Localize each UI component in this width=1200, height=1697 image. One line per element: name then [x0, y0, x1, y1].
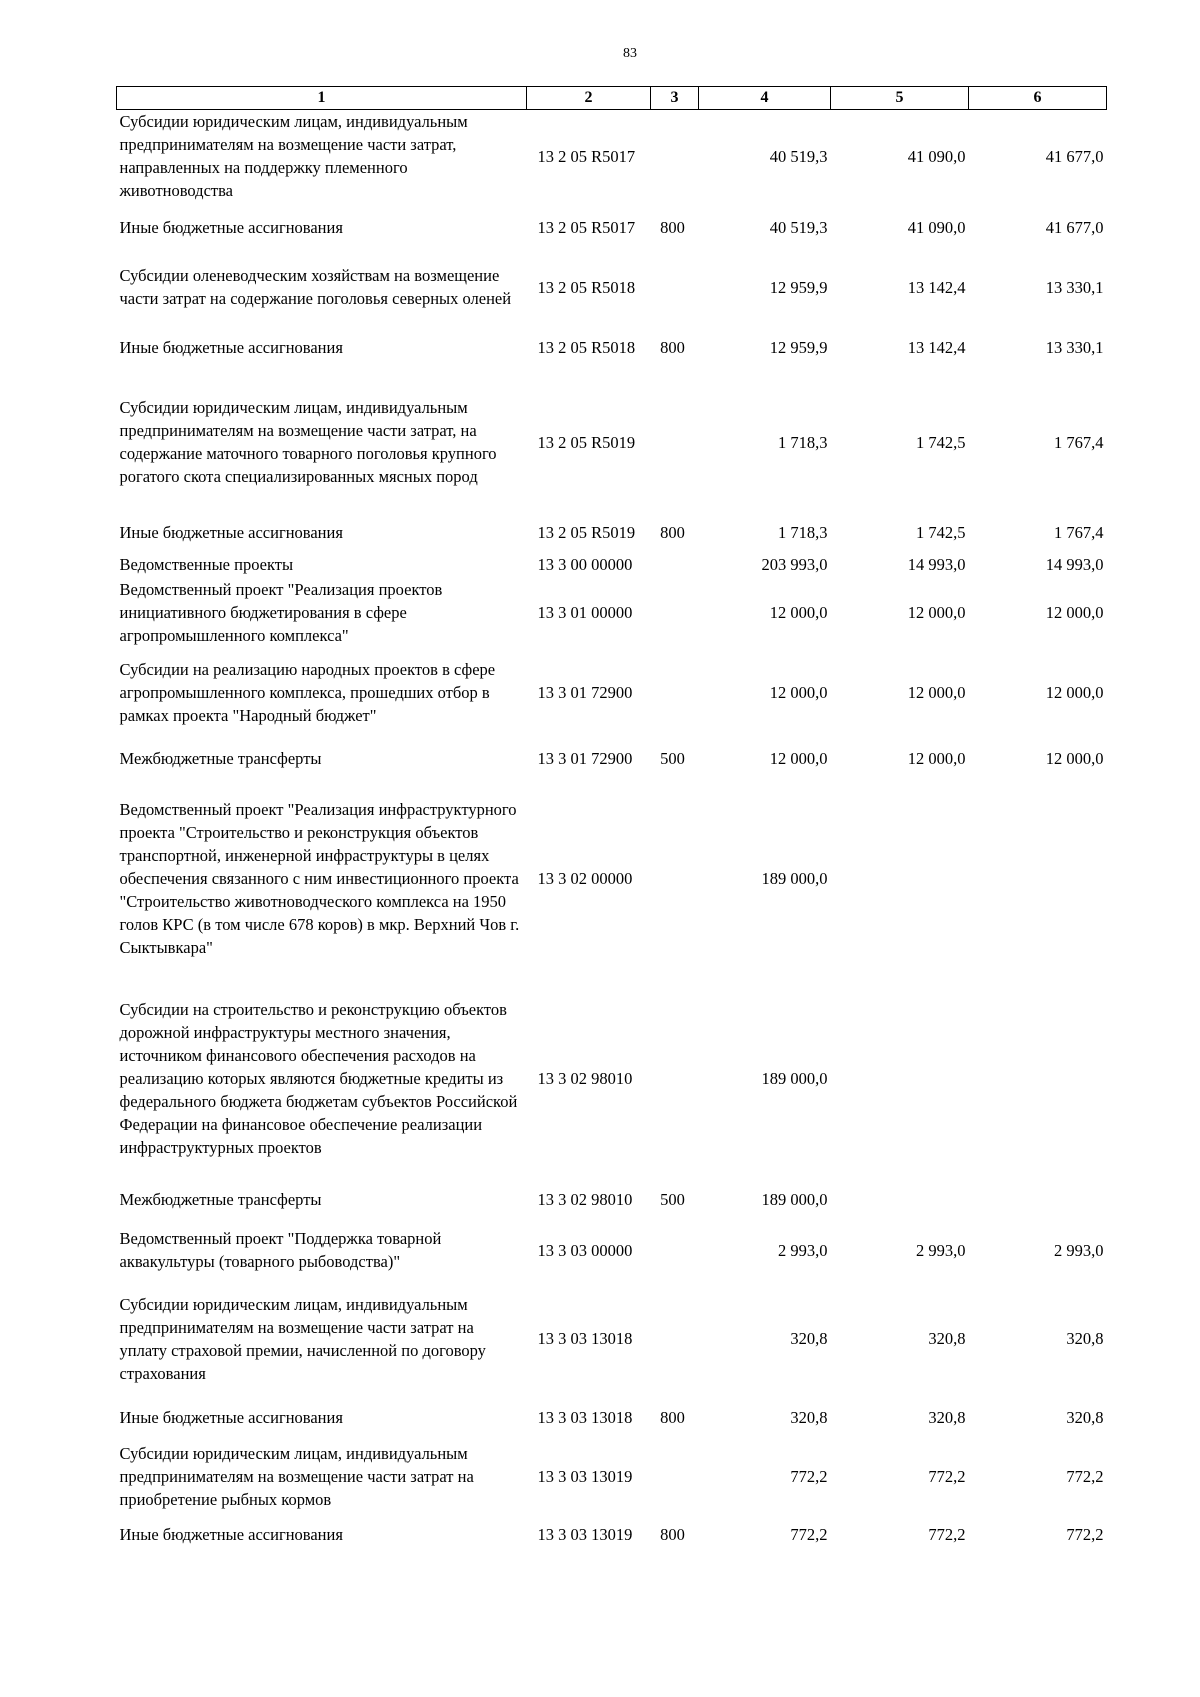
row-code: 13 3 00 00000 [537, 555, 633, 574]
column-header-5: 5 [831, 87, 969, 110]
row-value-col6: 14 993,0 [1045, 555, 1104, 574]
row-value-col5: 12 000,0 [907, 602, 966, 622]
row-value-col4: 12 000,0 [769, 748, 828, 768]
row-value-col6: 1 767,4 [1054, 522, 1104, 542]
row-expense-type: 800 [660, 337, 685, 357]
row-expense-type [651, 1219, 699, 1281]
column-header-4: 4 [699, 87, 831, 110]
row-code: 13 3 02 98010 [537, 1189, 633, 1209]
row-value-col4: 772,2 [790, 1466, 828, 1486]
table-row [117, 512, 1107, 552]
row-value-col4: 1 718,3 [778, 522, 828, 542]
row-value-col6: 13 330,1 [1045, 277, 1104, 297]
row-value-col5: 12 000,0 [907, 682, 966, 702]
row-name: Иные бюджетные ассигнования [119, 1407, 343, 1427]
row-value-col5: 41 090,0 [907, 217, 966, 237]
row-value-col5: 14 993,0 [907, 555, 966, 574]
table-row [117, 110, 1107, 203]
row-value-col6: 2 993,0 [1054, 1240, 1104, 1260]
row-value-col5: 320,8 [928, 1407, 966, 1427]
row-value-col6: 12 000,0 [1045, 682, 1104, 702]
row-value-col4: 772,2 [790, 1524, 828, 1544]
row-value-col5: 1 742,5 [916, 432, 966, 452]
row-value-col4: 40 519,3 [769, 146, 828, 166]
row-expense-type: 800 [660, 1524, 685, 1544]
row-expense-type: 800 [660, 1407, 685, 1427]
row-value-col5: 772,2 [928, 1466, 966, 1486]
row-expense-type [651, 779, 699, 977]
row-code: 13 2 05 R5018 [537, 337, 636, 357]
table-row [117, 372, 1107, 512]
row-name: Иные бюджетные ассигнования [119, 522, 343, 542]
row-value-col4: 320,8 [790, 1329, 828, 1348]
row-name: Субсидии на строительство и реконструкцию объектов дорожной инфраструктуры местного значения, источником финансового обеспечения расходов на реализацию которых являются бюджетные кредиты из федерального бюджета бюджетам субъектов Российской Федерации на финансовое обеспечение реализации инфраструктурных проектов [119, 999, 518, 1157]
row-code: 13 3 03 13019 [537, 1524, 633, 1544]
row-value-col4: 40 519,3 [769, 217, 828, 237]
row-expense-type [651, 110, 699, 203]
row-value-col5: 320,8 [928, 1329, 966, 1348]
row-expense-type [651, 372, 699, 512]
row-code: 13 3 01 72900 [537, 682, 633, 702]
row-name: Субсидии юридическим лицам, индивидуальным предпринимателям на возмещение части затрат, направленных на поддержку племенного животноводства [119, 112, 468, 200]
row-value-col5 [831, 977, 969, 1179]
row-name: Иные бюджетные ассигнования [119, 1524, 343, 1544]
table-row [117, 779, 1107, 977]
row-expense-type [651, 647, 699, 737]
row-name: Субсидии юридическим лицам, индивидуальным предпринимателям на возмещение части затрат на уплату страховой премии, начисленной по договору страхования [119, 1294, 486, 1383]
row-value-col4: 12 959,9 [769, 337, 828, 357]
table-row [117, 1438, 1107, 1514]
row-value-col6: 772,2 [1066, 1466, 1104, 1486]
row-expense-type [651, 252, 699, 322]
row-value-col6 [969, 977, 1107, 1179]
row-value-col6 [969, 1179, 1107, 1219]
row-code: 13 3 01 72900 [537, 748, 633, 768]
column-header-6: 6 [969, 87, 1107, 110]
row-name: Субсидии на реализацию народных проектов в сфере агропромышленного комплекса, прошедших отбор в рамках проекта "Народный бюджет" [119, 659, 496, 725]
table-row [117, 552, 1107, 577]
row-expense-type: 800 [660, 522, 685, 542]
table-header-row [117, 87, 1107, 110]
table-row [117, 577, 1107, 647]
row-expense-type: 500 [660, 1189, 685, 1209]
row-value-col6 [969, 779, 1107, 977]
row-value-col6: 1 767,4 [1054, 432, 1104, 452]
row-name: Иные бюджетные ассигнования [119, 337, 343, 357]
row-value-col5 [831, 779, 969, 977]
row-value-col5: 772,2 [928, 1524, 966, 1544]
row-name: Ведомственный проект "Реализация проектов инициативного бюджетирования в сфере агропромышленного комплекса" [119, 579, 443, 645]
page-number: 83 [623, 46, 637, 61]
row-value-col5: 13 142,4 [907, 277, 966, 297]
row-expense-type: 800 [660, 217, 685, 237]
row-code: 13 3 01 00000 [537, 602, 633, 622]
row-value-col5: 2 993,0 [916, 1240, 966, 1260]
row-value-col4: 12 959,9 [769, 277, 828, 297]
row-code: 13 2 05 R5017 [537, 217, 636, 237]
row-name: Ведомственный проект "Реализация инфраструктурного проекта "Строительство и реконструкция объектов транспортной, инженерной инфраструктуры в целях обеспечения связанного с ним инвестиционного проекта "Строительство животноводческого комплекса на 1950 голов КРС (в том числе 678 коров) в мкр. Верхний Чов г. Сыктывкара" [119, 799, 520, 957]
row-code: 13 3 02 98010 [537, 1068, 633, 1088]
table-row [117, 977, 1107, 1179]
column-header-1: 1 [117, 87, 527, 110]
row-value-col4: 12 000,0 [769, 602, 828, 622]
table-row [117, 1396, 1107, 1438]
table-row [117, 1514, 1107, 1554]
row-code: 13 2 05 R5017 [537, 146, 636, 166]
row-code: 13 3 03 13018 [537, 1329, 633, 1348]
row-value-col6: 320,8 [1066, 1407, 1104, 1427]
row-value-col4: 203 993,0 [761, 555, 828, 574]
row-value-col4: 12 000,0 [769, 682, 828, 702]
row-name: Субсидии оленеводческим хозяйствам на возмещение части затрат на содержание поголовья северных оленей [119, 266, 512, 308]
table-row [117, 1179, 1107, 1219]
row-value-col6: 41 677,0 [1045, 146, 1104, 166]
row-expense-type [651, 552, 699, 577]
budget-table [116, 86, 1107, 1554]
row-name: Ведомственный проект "Поддержка товарной аквакультуры (товарного рыбоводства)" [119, 1229, 442, 1271]
row-value-col5: 41 090,0 [907, 146, 966, 166]
row-value-col5: 12 000,0 [907, 748, 966, 768]
table-row [117, 737, 1107, 779]
row-name: Ведомственные проекты [119, 555, 294, 574]
row-name: Межбюджетные трансферты [119, 748, 322, 768]
row-value-col6: 13 330,1 [1045, 337, 1104, 357]
row-expense-type [651, 1281, 699, 1396]
row-expense-type [651, 977, 699, 1179]
column-header-2: 2 [527, 87, 651, 110]
row-expense-type [651, 577, 699, 647]
table-row [117, 1281, 1107, 1396]
row-name: Субсидии юридическим лицам, индивидуальным предпринимателям на возмещение части затрат на приобретение рыбных кормов [119, 1443, 474, 1509]
row-code: 13 3 03 00000 [537, 1240, 633, 1260]
row-code: 13 2 05 R5018 [537, 277, 636, 297]
row-code: 13 3 03 13019 [537, 1466, 633, 1486]
row-name: Иные бюджетные ассигнования [119, 217, 343, 237]
table-row [117, 647, 1107, 737]
row-code: 13 3 02 00000 [537, 868, 633, 888]
row-expense-type [651, 1438, 699, 1514]
row-code: 13 3 03 13018 [537, 1407, 633, 1427]
table-row [117, 322, 1107, 372]
row-value-col6: 772,2 [1066, 1524, 1104, 1544]
row-code: 13 2 05 R5019 [537, 432, 636, 452]
row-value-col6: 12 000,0 [1045, 748, 1104, 768]
row-value-col4: 189 000,0 [761, 1068, 828, 1088]
row-value-col4: 2 993,0 [778, 1240, 828, 1260]
row-value-col4: 1 718,3 [778, 432, 828, 452]
row-value-col6: 12 000,0 [1045, 602, 1104, 622]
row-value-col4: 320,8 [790, 1407, 828, 1427]
row-value-col5: 13 142,4 [907, 337, 966, 357]
table-row [117, 252, 1107, 322]
row-expense-type: 500 [660, 748, 685, 768]
row-name: Субсидии юридическим лицам, индивидуальным предпринимателям на возмещение части затрат, на содержание маточного товарного поголовья крупного рогатого скота специализированных мясных пород [119, 398, 497, 486]
row-code: 13 2 05 R5019 [537, 522, 636, 542]
row-value-col6: 41 677,0 [1045, 217, 1104, 237]
row-value-col4: 189 000,0 [761, 1189, 828, 1209]
row-value-col5 [831, 1179, 969, 1219]
row-value-col5: 1 742,5 [916, 522, 966, 542]
row-value-col6: 320,8 [1066, 1329, 1104, 1348]
table-row [117, 202, 1107, 252]
row-name: Межбюджетные трансферты [119, 1189, 322, 1209]
column-header-3: 3 [651, 87, 699, 110]
table-row [117, 1219, 1107, 1281]
row-value-col4: 189 000,0 [761, 868, 828, 888]
